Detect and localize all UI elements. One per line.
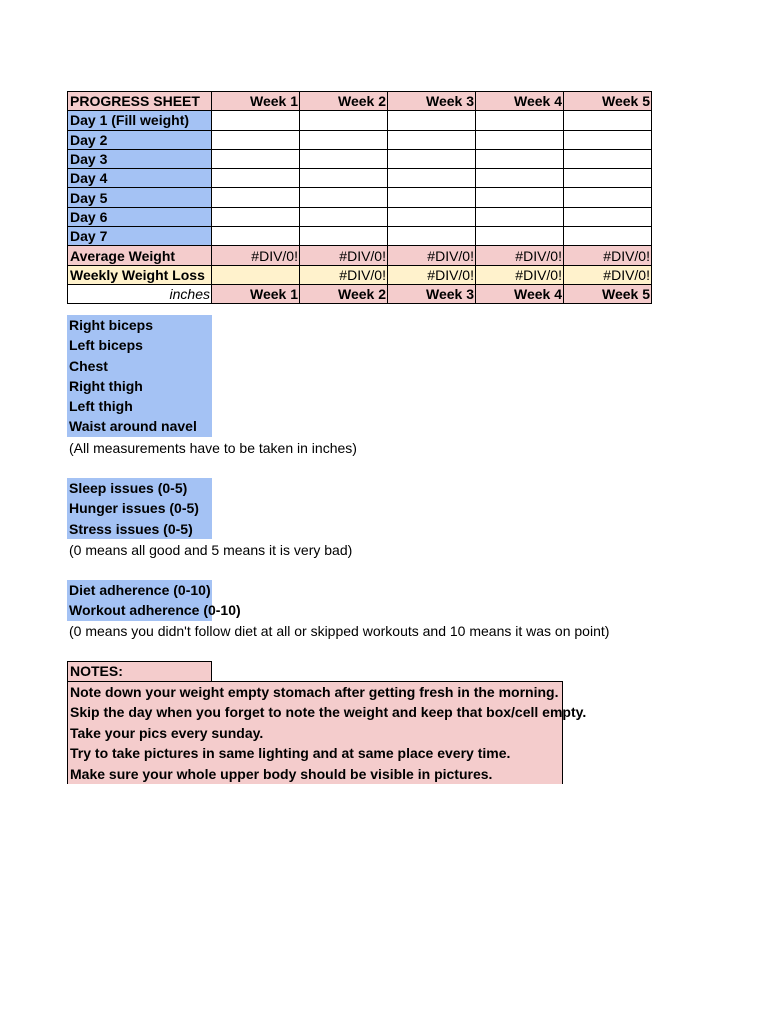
note-line[interactable]: Take your pics every sunday. xyxy=(70,724,264,741)
issues-block xyxy=(67,478,212,539)
day-row xyxy=(68,188,652,207)
weight-input-cell[interactable] xyxy=(212,227,300,246)
weight-input-cell[interactable] xyxy=(476,111,564,130)
adherence-label[interactable]: Diet adherence (0-10) xyxy=(67,580,212,600)
weight-input-cell[interactable] xyxy=(564,111,652,130)
day-label-cell[interactable]: Day 5 xyxy=(68,188,212,207)
notes-title[interactable]: NOTES: xyxy=(67,661,212,682)
measurements-note[interactable]: (All measurements have to be taken in inches) xyxy=(69,440,357,456)
measurements-block xyxy=(67,315,212,437)
average-weight-value[interactable]: #DIV/0! xyxy=(388,246,476,265)
weight-input-cell[interactable] xyxy=(564,188,652,207)
weekly-weight-loss-value[interactable]: #DIV/0! xyxy=(300,265,388,284)
week-header-cell[interactable]: Week 2 xyxy=(300,92,388,111)
week-header-cell[interactable]: Week 3 xyxy=(388,92,476,111)
measurement-label[interactable]: Right thigh xyxy=(67,376,212,396)
adherence-label[interactable]: Workout adherence (0-10) xyxy=(67,600,212,620)
measurement-label[interactable]: Right biceps xyxy=(67,315,212,335)
header-row xyxy=(68,92,652,111)
weight-input-cell[interactable] xyxy=(300,169,388,188)
weight-input-cell[interactable] xyxy=(300,130,388,149)
weight-input-cell[interactable] xyxy=(476,188,564,207)
weight-input-cell[interactable] xyxy=(476,169,564,188)
weight-input-cell[interactable] xyxy=(476,207,564,226)
weight-input-cell[interactable] xyxy=(212,207,300,226)
average-weight-value[interactable]: #DIV/0! xyxy=(300,246,388,265)
weekly-weight-loss-value[interactable]: #DIV/0! xyxy=(476,265,564,284)
adherence-note[interactable]: (0 means you didn't follow diet at all or skipped workouts and 10 means it was on point) xyxy=(69,623,610,639)
issue-label[interactable]: Stress issues (0-5) xyxy=(67,519,212,539)
week-header-cell[interactable]: Week 1 xyxy=(212,284,300,303)
day-label-cell[interactable]: Day 4 xyxy=(68,169,212,188)
day-label-cell[interactable]: Day 3 xyxy=(68,149,212,168)
day-row xyxy=(68,207,652,226)
weight-input-cell[interactable] xyxy=(300,111,388,130)
progress-table xyxy=(67,91,652,304)
weekly-weight-loss-row xyxy=(68,265,652,284)
weight-input-cell[interactable] xyxy=(212,169,300,188)
average-weight-label[interactable]: Average Weight xyxy=(68,246,212,265)
measurement-label[interactable]: Left thigh xyxy=(67,396,212,416)
weight-input-cell[interactable] xyxy=(212,111,300,130)
notes-box xyxy=(67,681,587,784)
weight-input-cell[interactable] xyxy=(476,149,564,168)
average-weight-row xyxy=(68,246,652,265)
weight-input-cell[interactable] xyxy=(388,188,476,207)
weight-input-cell[interactable] xyxy=(564,227,652,246)
weight-input-cell[interactable] xyxy=(300,227,388,246)
note-line[interactable]: Note down your weight empty stomach after getting fresh in the morning. xyxy=(70,684,559,700)
week-header-cell[interactable]: Week 3 xyxy=(388,284,476,303)
measurement-label[interactable]: Chest xyxy=(67,356,212,376)
weight-input-cell[interactable] xyxy=(212,149,300,168)
day-row xyxy=(68,130,652,149)
inches-label[interactable]: inches xyxy=(68,284,212,303)
week-header-cell[interactable]: Week 5 xyxy=(564,92,652,111)
day-row xyxy=(68,149,652,168)
day-label-cell[interactable]: Day 7 xyxy=(68,227,212,246)
sheet-title-cell[interactable]: PROGRESS SHEET xyxy=(68,92,212,111)
day-label-cell[interactable]: Day 6 xyxy=(68,207,212,226)
weight-input-cell[interactable] xyxy=(300,207,388,226)
day-label-cell[interactable]: Day 1 (Fill weight) xyxy=(68,111,212,130)
weight-input-cell[interactable] xyxy=(388,227,476,246)
weight-input-cell[interactable] xyxy=(388,111,476,130)
average-weight-value[interactable]: #DIV/0! xyxy=(212,246,300,265)
measurement-label[interactable]: Left biceps xyxy=(67,335,212,355)
week-header-cell[interactable]: Week 2 xyxy=(300,284,388,303)
week-header-cell[interactable]: Week 4 xyxy=(476,92,564,111)
weekly-weight-loss-value[interactable]: #DIV/0! xyxy=(388,265,476,284)
average-weight-value[interactable]: #DIV/0! xyxy=(564,246,652,265)
weight-input-cell[interactable] xyxy=(388,130,476,149)
weight-input-cell[interactable] xyxy=(212,188,300,207)
adherence-block xyxy=(67,580,241,621)
note-line[interactable]: Try to take pictures in same lighting and at same place every time. xyxy=(70,745,511,762)
weight-input-cell[interactable] xyxy=(476,227,564,246)
issues-note[interactable]: (0 means all good and 5 means it is very bad) xyxy=(69,542,353,558)
day-row xyxy=(68,227,652,246)
weekly-weight-loss-value[interactable] xyxy=(212,265,300,284)
weekly-weight-loss-value[interactable]: #DIV/0! xyxy=(564,265,652,284)
week-header-cell[interactable]: Week 1 xyxy=(212,92,300,111)
weekly-weight-loss-label[interactable]: Weekly Weight Loss xyxy=(68,265,212,284)
note-line[interactable]: Skip the day when you forget to note the weight and keep that box/cell empty. xyxy=(70,704,587,721)
weight-input-cell[interactable] xyxy=(564,169,652,188)
weight-input-cell[interactable] xyxy=(300,149,388,168)
average-weight-value[interactable]: #DIV/0! xyxy=(476,246,564,265)
measurement-label[interactable]: Waist around navel xyxy=(67,416,212,436)
weight-input-cell[interactable] xyxy=(300,188,388,207)
week-header-cell[interactable]: Week 5 xyxy=(564,284,652,303)
weight-input-cell[interactable] xyxy=(564,149,652,168)
day-row xyxy=(68,169,652,188)
weight-input-cell[interactable] xyxy=(388,169,476,188)
inches-header-row xyxy=(68,284,652,303)
issue-label[interactable]: Hunger issues (0-5) xyxy=(67,498,212,518)
note-line[interactable]: Make sure your whole upper body should be visible in pictures. xyxy=(70,765,493,782)
weight-input-cell[interactable] xyxy=(388,207,476,226)
weight-input-cell[interactable] xyxy=(476,130,564,149)
issue-label[interactable]: Sleep issues (0-5) xyxy=(67,478,212,498)
weight-input-cell[interactable] xyxy=(564,130,652,149)
weight-input-cell[interactable] xyxy=(564,207,652,226)
day-row xyxy=(68,111,652,130)
week-header-cell[interactable]: Week 4 xyxy=(476,284,564,303)
weight-input-cell[interactable] xyxy=(212,130,300,149)
day-label-cell[interactable]: Day 2 xyxy=(68,130,212,149)
weight-input-cell[interactable] xyxy=(388,149,476,168)
